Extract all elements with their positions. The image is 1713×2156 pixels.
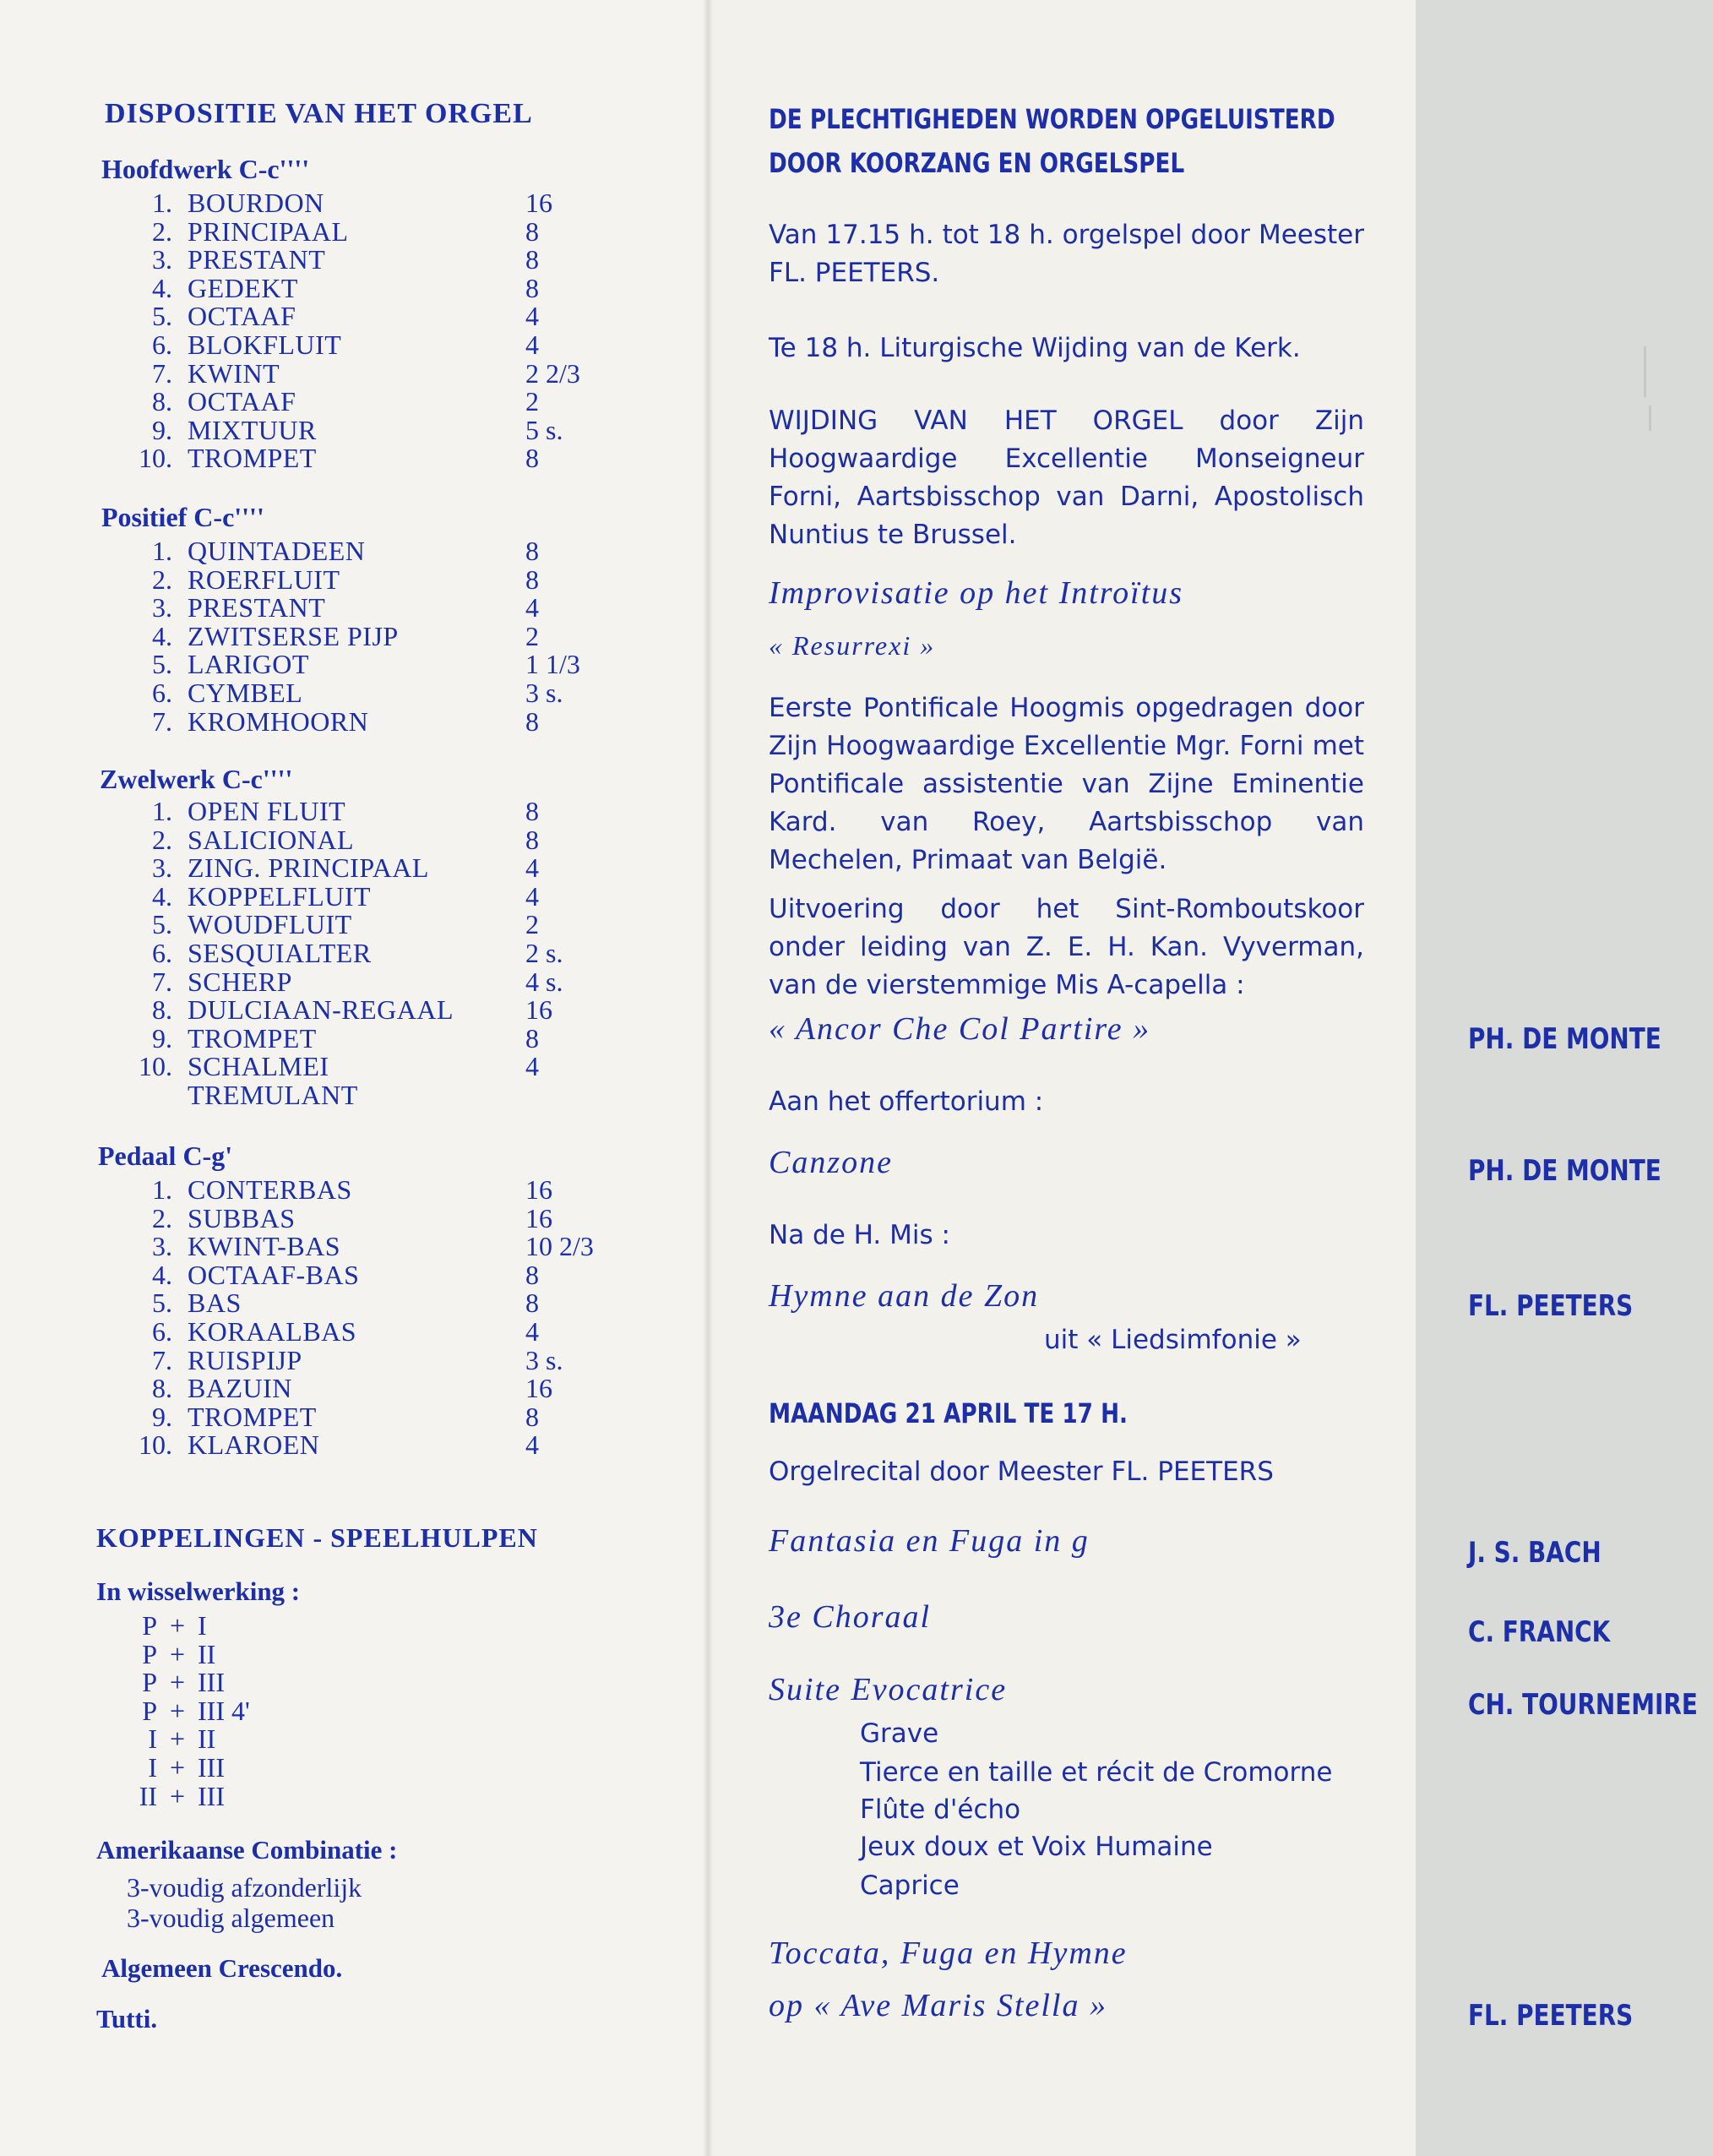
coupler-row (127, 1669, 250, 1697)
stop-name: KOPPELFLUIT (188, 880, 372, 912)
coupler-plus: + (169, 1751, 186, 1783)
stop-number: 1. (152, 1174, 172, 1205)
coupler-row (127, 1780, 250, 1811)
coupler-plus: + (169, 1723, 186, 1755)
stop-pitch: 2 (525, 386, 539, 417)
stop-pitch: 8 (525, 536, 539, 566)
stop-name: TROMPET (188, 1022, 317, 1054)
stop-name: ROERFLUIT (188, 564, 340, 595)
stop-name: BLOKFLUIT (188, 329, 342, 360)
coupler-division: P (142, 1638, 157, 1669)
hoofdwerk-title: Hoofdwerk C-c'''' (101, 154, 310, 184)
composer-name: PH. DE MONTE (1468, 1154, 1661, 1188)
stop-pitch: 16 (525, 994, 552, 1026)
couplings-heading: KOPPELINGEN - SPEELHULPEN (96, 1522, 538, 1553)
stop-number: 7. (152, 705, 172, 737)
coupler-plus: + (169, 1667, 186, 1698)
stop-pitch: 4 (525, 592, 539, 623)
stop-number: 5. (152, 301, 172, 332)
stop-number: 8. (152, 994, 172, 1026)
stop-pitch: 8 (525, 564, 539, 595)
stop-pitch: 16 (525, 188, 552, 218)
stop-number: 4. (152, 620, 172, 651)
combination-item: 3-voudig afzonderlijk (127, 1872, 362, 1903)
stop-name: CYMBEL (188, 677, 303, 708)
piece-canzone: Canzone (769, 1145, 893, 1180)
stop-name: KWINT-BAS (188, 1231, 341, 1262)
stop-pitch: 4 (525, 1315, 539, 1347)
stop-name: PRESTANT (188, 244, 326, 275)
stop-pitch: 8 (525, 1401, 539, 1432)
stop-name: BAZUIN (188, 1373, 292, 1404)
coupler-division: II (198, 1638, 216, 1669)
paragraph-na-de-mis: Na de H. Mis : (769, 1220, 950, 1250)
piece-liedsimfonie-source: uit « Liedsimfonie » (1044, 1325, 1302, 1355)
composer-name: FL. PEETERS (1468, 1999, 1634, 2033)
stop-name: KROMHOORN (188, 705, 369, 737)
stop-name: PRINCIPAAL (188, 215, 349, 247)
suite-movement: Jeux doux et Voix Humaine (860, 1832, 1213, 1862)
composer-name: J. S. BACH (1468, 1536, 1602, 1570)
piece-resurrexi: « Resurrexi » (769, 630, 936, 661)
coupler-plus: + (169, 1638, 186, 1669)
stop-number: 7. (152, 966, 172, 997)
suite-movement: Tierce en taille et récit de Cromorne (860, 1757, 1333, 1788)
coupler-division: I (148, 1723, 157, 1755)
ceremony-heading-line2: DOOR KOORZANG EN ORGELSPEL (769, 147, 1185, 179)
stop-pitch: 4 (525, 301, 539, 332)
stop-number: 1. (152, 796, 172, 826)
stop-number: 9. (152, 414, 172, 445)
stop-pitch: 16 (525, 1202, 552, 1233)
paragraph-recital: Orgelrecital door Meester FL. PEETERS (769, 1456, 1274, 1487)
stop-name: SALICIONAL (188, 824, 354, 855)
stop-name: QUINTADEEN (188, 536, 366, 566)
zwelwerk-title: Zwelwerk C-c'''' (100, 764, 293, 794)
stop-number: 3. (152, 244, 172, 275)
stop-pitch: 3 s. (525, 677, 563, 708)
stop-number: 1. (152, 188, 172, 218)
stop-name: ZWITSERSE PIJP (188, 620, 399, 651)
stop-pitch: 8 (525, 1022, 539, 1054)
stop-number: 3. (152, 852, 172, 884)
coupler-row (127, 1725, 250, 1754)
stop-pitch: 2 (525, 909, 539, 940)
coupler-division: P (142, 1610, 157, 1641)
stop-pitch: 4 (525, 1051, 539, 1082)
stop-number: 1. (152, 536, 172, 566)
coupler-row (127, 1638, 250, 1669)
stop-pitch: 4 s. (525, 966, 563, 997)
coupler-division: III 4' (198, 1695, 250, 1726)
stop-number: 3. (152, 592, 172, 623)
stop-number: 10. (139, 443, 172, 474)
stop-number: 9. (152, 1022, 172, 1054)
coupler-division: P (142, 1695, 157, 1726)
stop-number: 4. (152, 880, 172, 912)
right-panel (1416, 0, 1713, 2156)
coupler-row (127, 1612, 250, 1641)
fold-crease (703, 0, 713, 2156)
composer-name: FL. PEETERS (1468, 1289, 1634, 1323)
stop-name: ZING. PRINCIPAAL (188, 852, 429, 884)
stop-pitch: 5 s. (525, 414, 563, 445)
coupler-division: III (198, 1667, 225, 1698)
stop-pitch: 3 s. (525, 1344, 563, 1375)
stop-name: PRESTANT (188, 592, 326, 623)
pedaal-title: Pedaal C-g' (98, 1141, 233, 1171)
coupler-list (127, 1612, 250, 1810)
stop-name: DULCIAAN-REGAAL (188, 994, 454, 1026)
stop-number: 5. (152, 649, 172, 680)
stop-number: 8. (152, 1373, 172, 1404)
stop-number: 5. (152, 1288, 172, 1319)
paragraph-hoogmis: Eerste Pontificale Hoogmis opgedragen door Zijn Hoogwaardige Excellentie Mgr. Forni met Pontificale assistentie van Zijne Eminentie Kard. van Roey, Aartsbisschop van Mechelen, Primaat van België. (769, 693, 1364, 875)
coupler-plus: + (169, 1695, 186, 1726)
left-panel (0, 0, 708, 2156)
monday-heading: MAANDAG 21 APRIL TE 17 H. (769, 1397, 1128, 1429)
composer-name: C. FRANCK (1468, 1615, 1611, 1649)
stop-name: OCTAAF (188, 386, 296, 417)
composer-name: CH. TOURNEMIRE (1468, 1688, 1698, 1722)
stop-name: MIXTUUR (188, 414, 317, 445)
stop-name: TROMPET (188, 443, 317, 474)
coupler-row (127, 1751, 250, 1783)
stop-name: TROMPET (188, 1401, 317, 1432)
stop-number: 2. (152, 824, 172, 855)
stop-pitch: 1 1/3 (525, 649, 580, 680)
stop-pitch: 8 (525, 215, 539, 247)
stop-number: 2. (152, 215, 172, 247)
stop-pitch: 4 (525, 1429, 539, 1461)
ceremony-heading-line1: DE PLECHTIGHEDEN WORDEN OPGELUISTERD (769, 103, 1335, 135)
stop-name: LARIGOT (188, 649, 309, 680)
stop-number: 2. (152, 564, 172, 595)
combination-list (127, 1872, 362, 1933)
organ-disposition-heading: DISPOSITIE VAN HET ORGEL (105, 98, 533, 129)
stop-pitch: 2 s. (525, 937, 563, 968)
stop-name: SCHALMEI (188, 1051, 329, 1082)
stop-name: RUISPIJP (188, 1344, 302, 1375)
stop-pitch: 4 (525, 852, 539, 884)
stop-pitch: 8 (525, 443, 539, 474)
positief-title: Positief C-c'''' (101, 502, 264, 532)
combination-label: Amerikaanse Combinatie : (96, 1835, 398, 1865)
coupler-row (127, 1697, 250, 1726)
stop-name: OPEN FLUIT (188, 796, 346, 826)
paper-mark (1649, 406, 1651, 431)
coupler-plus: + (169, 1610, 186, 1641)
stop-name: WOUDFLUIT (188, 909, 352, 940)
coupler-division: II (139, 1780, 157, 1811)
stop-number: 6. (152, 1315, 172, 1347)
stop-name: BAS (188, 1288, 242, 1319)
stop-name: CONTERBAS (188, 1174, 352, 1205)
wisselwerking-label: In wisselwerking : (96, 1576, 301, 1606)
stop-number: 7. (152, 357, 172, 389)
stop-number: 4. (152, 272, 172, 303)
stop-number: 4. (152, 1259, 172, 1290)
stop-name: SUBBAS (188, 1202, 296, 1233)
suite-movement: Grave (860, 1718, 939, 1749)
stop-pitch: 8 (525, 244, 539, 275)
stop-number: 10. (139, 1051, 172, 1082)
stop-number: 6. (152, 329, 172, 360)
stop-number: 6. (152, 677, 172, 708)
coupler-division: II (198, 1723, 216, 1755)
crescendo-label: Algemeen Crescendo. (101, 1953, 343, 1983)
paragraph-organ-blessing: WIJDING VAN HET ORGEL door Zijn Hoogwaardige Excellentie Monseigneur Forni, Aartsbisschop van Darni, Apostolisch Nuntius te Brussel. (769, 406, 1364, 550)
stop-pitch: 2 (525, 620, 539, 651)
stop-pitch: 8 (525, 824, 539, 855)
stop-pitch: 16 (525, 1174, 552, 1205)
stop-name: SESQUIALTER (188, 937, 372, 968)
suite-movement: Flûte d'écho (860, 1794, 1021, 1825)
stop-number: 6. (152, 937, 172, 968)
piece-ancor-che-col-partire: « Ancor Che Col Partire » (769, 1011, 1151, 1047)
piece-toccata-fuga-hymne: Toccata, Fuga en Hymne (769, 1936, 1128, 1971)
stop-pitch: 8 (525, 272, 539, 303)
composer-name: PH. DE MONTE (1468, 1022, 1661, 1056)
stop-pitch: 2 2/3 (525, 357, 580, 389)
stop-name: BOURDON (188, 188, 324, 218)
suite-movement: Caprice (860, 1870, 960, 1901)
tutti-label: Tutti. (96, 2004, 158, 2034)
stop-number: 10. (139, 1429, 172, 1461)
stop-name: GEDEKT (188, 272, 298, 303)
coupler-division: III (198, 1751, 225, 1783)
stop-pitch: 16 (525, 1373, 552, 1404)
piece-choraal: 3e Choraal (769, 1599, 932, 1635)
stop-pitch: 8 (525, 796, 539, 826)
stop-number: 9. (152, 1401, 172, 1432)
coupler-division: I (198, 1610, 207, 1641)
stop-name: SCHERP (188, 966, 292, 997)
stop-pitch: 8 (525, 1288, 539, 1319)
stop-number: 2. (152, 1202, 172, 1233)
stop-pitch: 8 (525, 1259, 539, 1290)
paragraph-consecration: Te 18 h. Liturgische Wijding van de Kerk. (769, 333, 1301, 363)
stop-name: OCTAAF (188, 301, 296, 332)
stop-name: TREMULANT (188, 1079, 358, 1110)
stop-number: 5. (152, 909, 172, 940)
stop-number: 7. (152, 1344, 172, 1375)
stop-name: KORAALBAS (188, 1315, 357, 1347)
coupler-division: I (148, 1751, 157, 1783)
coupler-plus: + (169, 1780, 186, 1811)
stop-pitch: 4 (525, 880, 539, 912)
paper-mark (1644, 346, 1646, 397)
stop-pitch: 8 (525, 705, 539, 737)
coupler-division: P (142, 1667, 157, 1698)
stop-pitch: 4 (525, 329, 539, 360)
paragraph-koor: Uitvoering door het Sint-Romboutskoor onder leiding van Z. E. H. Kan. Vyverman, van de vierstemmige Mis A-capella : (769, 894, 1364, 1000)
paragraph-offertorium: Aan het offertorium : (769, 1086, 1044, 1117)
paragraph-organ-play: Van 17.15 h. tot 18 h. orgelspel door Meester FL. PEETERS. (769, 220, 1364, 288)
piece-fantasia-fuga: Fantasia en Fuga in g (769, 1523, 1090, 1559)
piece-ave-maris-stella: op « Ave Maris Stella » (769, 1988, 1107, 2023)
piece-improvisatie: Improvisatie op het Introïtus (769, 575, 1184, 611)
piece-suite-evocatrice: Suite Evocatrice (769, 1672, 1008, 1707)
combination-item: 3-voudig algemeen (127, 1903, 335, 1933)
stop-name: KWINT (188, 357, 280, 389)
stop-number: 3. (152, 1231, 172, 1262)
stop-name: KLAROEN (188, 1429, 320, 1461)
piece-hymne-aan-de-zon: Hymne aan de Zon (769, 1278, 1040, 1314)
coupler-division: III (198, 1780, 225, 1811)
stop-pitch: 10 2/3 (525, 1231, 594, 1262)
stop-number: 8. (152, 386, 172, 417)
stop-name: OCTAAF-BAS (188, 1259, 360, 1290)
